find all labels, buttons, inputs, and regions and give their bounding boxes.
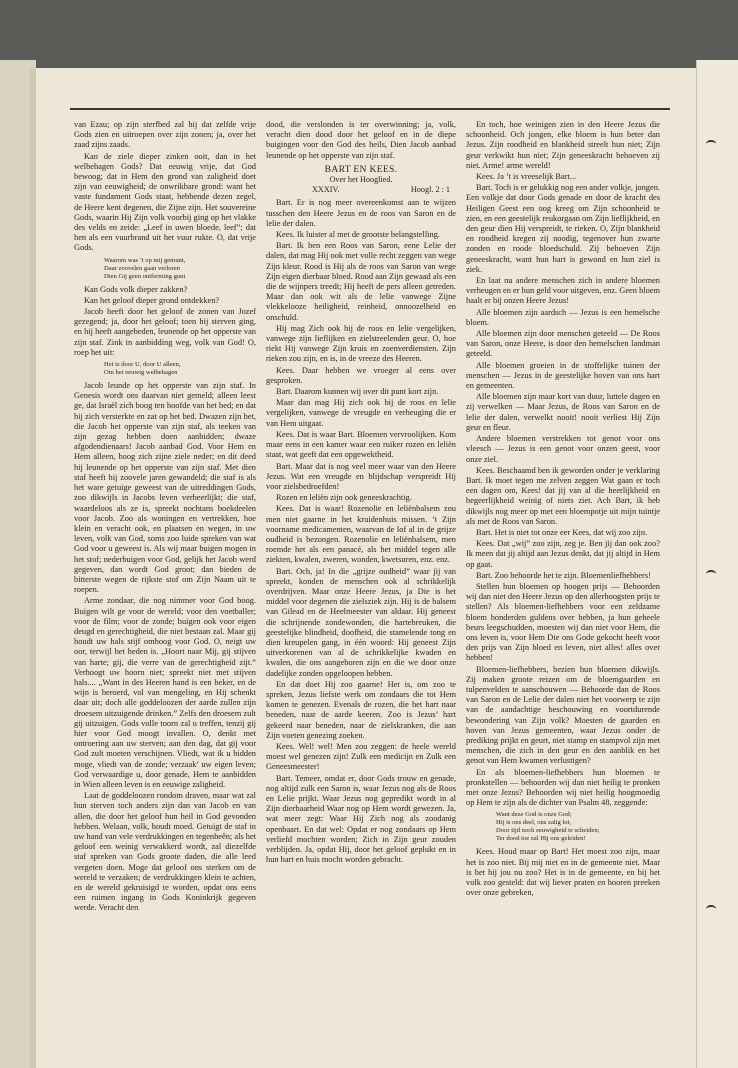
paragraph: Laat de goddeloozen rondom draven, maar wat zal hun sterven toch anders zijn dan van Jacob en van allen, die door het geloof hun heil in God gevonden hebben. Welaan, volk, houdt moed. Getuigt de staf in uw hand van vele verdrukkingen en tegenheên; als het geloof een weinig verwakkerd wordt, zal diezelfde staf spreken van Gods groote daden, die alle leed vergeten doen. Moge dat geloof ons sterken om de wereld te verzaken; de verdrukkingen klein te achten, en de wereld gekruisigd te worden, opdat ons eens een ruimen ingang in Gods Koninkrijk gegeven werde. Veracht den <box>74 791 256 913</box>
paragraph: Arme zondaar, die nog nimmer voor God boog. Buigen wilt ge voor de wereld; voor den voetballer; voor de film; voor de zonde; buigen ook voor eigen deugd en gerechtigheid, die niet bestaan zal. Maar gij houdt uw hals stijf omhoog voor God. O, neigt uw oor, terwijl het heden is. „Hoort naar Mij, gij stijven van harte; gij, die verre van de gerechtigheid zijt.” Verhoogt uw hoorn niet; spreekt niet met stijven hals.... „Want in des Heeren hand is een beker, en de wijn is beroerd, vol van mengeling, en Hij schenkt daar uit; doch alle goddeloozen der aarde zullen zijn droesem uitzuigende drinken.” Zelfs den droesem zult gij uitzuigen. Gods volle toorn zal u treffen, tenzij gij hier voor God moogt invallen. O, denkt met ontroering aan uw sterven; aan den dag, dat gij voor God zult moeten verschijnen. Vliedt, wat ik u bidden moge, vliedt van de zonde; verzaak’ uw eigen leven; God verwaardige u, door genade, Hem te aanbidden in Wien alleen leven is en eeuwige zaligheid. <box>74 596 256 789</box>
paragraph: Kees. Beschaamd ben ik geworden onder je verklaring Bart. Ik moet tegen me zelven zeggen Wat gaan er toch een dagen om, Kees! dat jij van al die heerlijkheid en begeerlijkheid weinig of niets ziet. Ach Bart, ik heb dikwijls nog meer op met een bloempotje uit mijn tuintje als met de Roos van Saron. <box>466 465 660 526</box>
poem-line: Door tijd noch eeuwigheid te scheiden; <box>496 827 600 835</box>
paragraph: Kan de ziele dieper zinken ooit, dan in het welbehagen Gods? Dat eeuwig vrije, dat God bewoog; dat in Hem den grond van zaligheid doet zijn van eeuwigheid; de onwrikbare grond: want het vaste fundament Gods staat, hebbende dezen zegel, de Heere kent degenen, die Zijne zijn. Het souvereine Gods, waarin Hij Zijn volk voorbij ging op het vlakke des velds en zeide: „Leef in uwen bloede, leef”; dat hen als een vuurbrand uit het vuur rukte. O, dat vrije Gods. <box>74 151 256 253</box>
column-middle <box>266 120 456 866</box>
paragraph: Hij mag Zich ook bij de roos en lelie vergelijken, vanwege zijn lieflijken en zielstreelenden geur. O, hoe riekt Hij vanwege Zijn kruis en zoenverdiensten. Zijn rieken zou zijn, en is, in de vreeze des Heeren. <box>266 323 456 364</box>
paragraph: van Ezau; op zijn sterfbed zal hij dat zelfde vrije Gods zien en uitroepen over zijn zonen; ja, over het zaad zijns zaads. <box>74 120 256 150</box>
paragraph: Bart. Toch is er gelukkig nog een ander volkje, jongen. Een volkje dat door Gods genade en door de kracht des Heiligen Geest een oog kreeg om Zijn schoonheid te zien, en een geestelijk reukorgaan om Zijn lieflijkheid, en den geur dien Hij verspreidt, te rieken. O, Zijn blankheid en roodheid kregen zij noodig, tegenover hun zwarte zonden en roode bloedschuld. Zij behoeven Zijn geneeskracht, want hun hart is gewond en hun ziel is ziek. <box>466 183 660 274</box>
paragraph: Kees. Wel! wel! Men zou zeggen: de heele wereld moest wel genezen zijn! Zulk een medicijn en Zulk een Geneesmeester! <box>266 741 456 772</box>
poem-line: Dien Gij geen ontferming gunt <box>104 272 186 280</box>
paragraph: Kees. Ja ’t is vreeselijk Bart... <box>476 172 577 182</box>
paragraph: Kees. Daar hebben we vroeger al eens over gesproken. <box>266 365 456 385</box>
paragraph: Kees. Dat „wij” zoo zijn, zeg je. Ben jij dan ook zoo? Ik meen dat jij altijd aan Jezus denkt, dat jij altijd in Hem op gaat. <box>466 539 660 569</box>
header-rule <box>70 108 670 110</box>
binding-clip-bottom <box>706 905 716 913</box>
paragraph: Bloemen-liefhebbers, bezien hun bloemen dikwijls. Zij maken groote reizen om de bloemgaarden en tulpenvelden te aanschouwen — Behoorde dan de Roos van Saron en de Lelie der dalen niet het voorwerp te zijn van de aandachtige beschouwing en voortdurende bewondering van Zijn volk? Moesten de gaarden en hoven van Jezus gemeenten, waar Jezus onder de prediking prijkt en geurt, niet stamp en stampvol zijn met menschen, die zich in den geur en den aanblik en het genot van Hem kwamen verlustigen? <box>466 664 660 766</box>
article-heading <box>266 165 456 196</box>
article-number-row <box>266 185 456 195</box>
paragraph: Bart. Zoo behoorde het te zijn. Bloemenliefhebbers! <box>476 570 651 580</box>
paragraph: En laat nu andere menschen zich in andere bloemen verheugen en er hun geld voor uitgeven, enz. Geen bloem haalt er bij onzen Heere Jezus! <box>466 276 660 306</box>
paragraph: Kan Gods volk dieper zakken? <box>84 284 188 294</box>
paragraph: Andere bloemen verstrekken tot genot voor ons vleesch — Jezus is een genot voor onzen geest, voor onze ziel. <box>466 434 660 464</box>
poem-line: Want deze God is onze God; <box>496 811 572 819</box>
poem-line: Om het eeuwig welbehagen <box>104 369 178 377</box>
paragraph: Bart. Ik ben een Roos van Saron, eene Lelie der dalen, dat mag Hij ook met volle recht zeggen van wege Zijn kleur. Rood is Hij als de roos van Saron van wege Zijn eigen dierbaar bloed. Rood aan Zijn gewaad als een die de wijnpers treedt; Hij heeft de pers alleen getreden. Maar dan ook wit als de lelie vanwege Zijne vlekkelooze heiligheid, reinheid, onnoozelheid en onschuld. <box>266 241 456 322</box>
column-right <box>466 120 660 899</box>
paragraph: dood, die verslonden is ter overwinning; ja, volk, veracht dien dood door het geloof en in de diepe buigingen voor den God des heils, Dien Jacob aanbad leunende op het opperste van zijn staf. <box>266 120 456 160</box>
poem-quote <box>104 361 256 377</box>
scan-right-edge <box>696 60 738 1068</box>
poem-line: Ter dood toe zal Hij ons geleiden! <box>496 835 586 843</box>
poem-quote <box>496 811 660 843</box>
paragraph: Alle bloemen groeien in de stoffelijke tuinen der menschen — Jezus in de geestelijke hoven van ons hart en gemeenten. <box>466 360 660 391</box>
paragraph: Bart. Het is niet tot onze eer Kees, dat wij zoo zijn. <box>476 527 648 537</box>
paragraph: Kan het geloof dieper grond ontdekken? <box>84 295 220 305</box>
paragraph: Alle bloemen zijn aardsch — Jezus is een hemelsche bloem. <box>466 307 660 327</box>
binding-clip-middle <box>706 570 716 578</box>
paragraph: Maar dan mag Hij zich ook bij de roos en lelie vergelijken, vanwege de vreugde en verheuging die er van Hem uitgaat. <box>266 398 456 428</box>
paragraph: Kees. Dat is waar! Rozenolie en leliënbalsem zou men niet gaarne in het kruidenhuis missen. ’t Zijn voorname medicamenten, waarvan de lof al in de grijze oudheid is bezongen. Rozenolie en leliënbalsem, men roemde het als een panacé, als het middel tegen alle ziekten, kwalen, zweren, wonden, kwetsuren, enz. enz. <box>266 504 456 565</box>
paragraph: Bart. Och, ja! In die „grijze oudheid” waar jij van spreekt, konden de menschen ook al schrikkelijk overdrijven. Maar onze Heere Jezus, ja Die is het middel voor degenen die zielsziek zijn. Hij is de balsem van Gilead en de Heelmeester van aldaar. Hij geneest die schrijnende zondewonden, die hartebreuken, die geestelijke blindheid, doofheid, die stamelende tong en dien kreupelen gang, in één woord: Hij geneest Zijn uitverkorenen van al de schrikkelijke kwaden en kwalen, die ons aangeboren zijn en die we door onze dadelijke zonden opgeloopen hebben. <box>266 566 456 678</box>
poem-line: Daar zoovelen gaan verloren <box>104 264 180 272</box>
paragraph: Alle bloemen zijn door menschen geteeld — De Roos van Saron, onze Heere, is door den hemelschen landman geteeld. <box>466 329 660 359</box>
paragraph: Bart. Maar dat is nog veel meer waar van den Heere Jezus. Wat een vreugde en blijdschap verspreidt Hij voor zielsbedroefden! <box>266 461 456 491</box>
paragraph: Bart. Er is nog meer overeenkomst aan te wijzen tusschen den Heere Jezus en de roos van Saron en de lelie der dalen. <box>266 198 456 228</box>
paragraph: Kees. Ik luister al met de grootste belangstelling. <box>276 230 440 240</box>
paragraph: Kees. Houd maar op Bart! Het moest zoo zijn, maar het is zoo niet. Bij mij niet en in de gemeente niet. Maar is het bij jou nu zoo? Het is in de gemeente, en bij het volk zoo gesteld: dat wij liever praten en hooren preeken over onze gebreken, <box>466 847 660 898</box>
article-title: BART EN KEES. <box>324 163 398 175</box>
poem-line: Waarom was ’t op mij gemunt, <box>104 256 186 264</box>
paragraph: Alle bloemen zijn maar kort van duur, luttele dagen en zij verwelken — Maar Jezus, de Roos van Saron en de lelie der dalen, verwelkt nooit! nooit verliest Hij Zijn geur en fleur. <box>466 392 660 432</box>
poem-quote <box>104 257 256 281</box>
paragraph: Jacob leunde op het opperste van zijn staf. In Genesis wordt ons daarvan niet gemeld; alleen leest ge, dat Israël zich boog ten hoofde van het bed; en dat hij zich versterkte en zat op het bed. Dwazen zijn het, die Jacob het opperste van zijn staf, als teeken van zijn gezag hebben doen aanbidden; dwaze afgodendienaars! Jacob aanbad God. Voor Hem en Hem alleen, boog zich zijne ziele neder; en dit deed hij leunende op het opperste van zijn staf. Met dien staf heeft hij zoovele jaren gewandeld; die staf is als het ware getuige geweest van de uitreddingen Gods, zoo dikwijls in Jacobs leven verheerlijkt; die staf, waardeloos als ze is, spreekt nochtans boekdeelen voor Jacob. Zoo als woningen en vertrekken, hoe klein en veracht ook, en plaatsen en wegen, in uw leven, volk van God, soms zoo luide spreken van wat God voor u geweest is. Als wij maar buigen mogen in het stof; nederbuigen voor God, gelijk het Jacob werd gegeven, dan wordt God groot; dan bieden de bitterste wegen de rijkste stof om Zijn Naam uit te roepen. <box>74 381 256 595</box>
paragraph: Bart. Temeer, omdat er, door Gods trouw en genade, nog altijd zulk een Saron is, waar Jezus nog als de Roos en Lelie prijkt. Waar Jezus nog gepredikt wordt in al Zijn dierbaarheid Waar nog op Hem wordt gewezen. Ja, wat meer zegt: Waar Hij Zich nog als zoodanig openbaart. En dat wel: Opdat er nog zondaars op Hem verliefd mochten worden; Zich in Zijn geur zouden verblijden. Ja, opdat Hij, door het geloof geplukt en in hun hart en huis mocht worden gebracht. <box>266 773 456 865</box>
article-subtitle: Over het Hooglied. <box>329 175 393 185</box>
paragraph: Kees. Dat is waar Bart. Bloemen vervroolijken. Kom maar eens in een kamer waar een ruiker rozen en leliën staat, wat geeft dat een opgewektheid. <box>266 429 456 460</box>
binding-clip-top <box>706 140 716 148</box>
paragraph: Rozen en leliën zijn ook geneeskrachtig. <box>276 493 412 503</box>
paragraph: Stellen hun bloemen op hoogen prijs — Behoorden wij dan niet den Heere Jezus op den allerhoogsten prijs te stellen? Als bloemen-liefhebbers voor een zeldzame bloem honderden guldens over hebben, ja hun geheele beurs leegschudden, moesten wij dan niet voor Hem, die ons leven is, voor Hem Die ons Gode gekocht heeft voor den prijs van Zijn bloed en leven, niet alles! alles over hebben! <box>466 581 660 663</box>
scan-left-margin <box>0 60 36 1068</box>
article-number: XXXIV. <box>312 185 340 195</box>
paragraph: Jacob heeft door het geloof de zonen van Jozef gezegend; ja, door het geloof; toen hij sterven ging, en hij heeft aangebeden, leunende op het opperste van zijn staf. Zink in aanbidding weg, volk van God! O, roep het uit: <box>74 307 256 357</box>
paragraph: En toch, hoe weinigen zien in den Heere Jezus die schoonheid. Och jongen, elke bloem is hun beter dan Jezus. Zijn roodheid en blankheid streelt hun niet; Zijn geur verkwikt hun niet; Zijn geneeskracht behoeven zij niet. Arme! arme wereld! <box>466 120 660 170</box>
column-left <box>74 120 256 915</box>
paragraph: En dat doet Hij zoo gaarne! Het is, om zoo te spreken, Jezus liefste werk om zondaars die tot Hem komen te genezen. Evenals de rozen, die het hart naar beneden, naar de aarde keeren. Zoo is Jezus’ hart gekeerd naar beneden, naar de zielskranken, die aan Zijn voeten genezing zoeken. <box>266 679 456 740</box>
scripture-reference: Hoogl. 2 : 1 <box>410 185 450 195</box>
paragraph: Bart. Daarom kunnen wij over dit punt kort zijn. <box>276 387 439 397</box>
poem-line: Het is door U, door U alleen, <box>104 361 181 369</box>
paragraph: En als bloemen-liefhebbers hun bloemen te pronkstellen — behoorden wij dan niet heilig te pronken met onze Jezus? Behoorden wij niet heilig hoogmoedig op Hem te zijn als de dichter van Psalm 48, zeggende: <box>466 767 660 808</box>
poem-line: Hij is ons deel, ons zalig lot, <box>496 819 572 827</box>
